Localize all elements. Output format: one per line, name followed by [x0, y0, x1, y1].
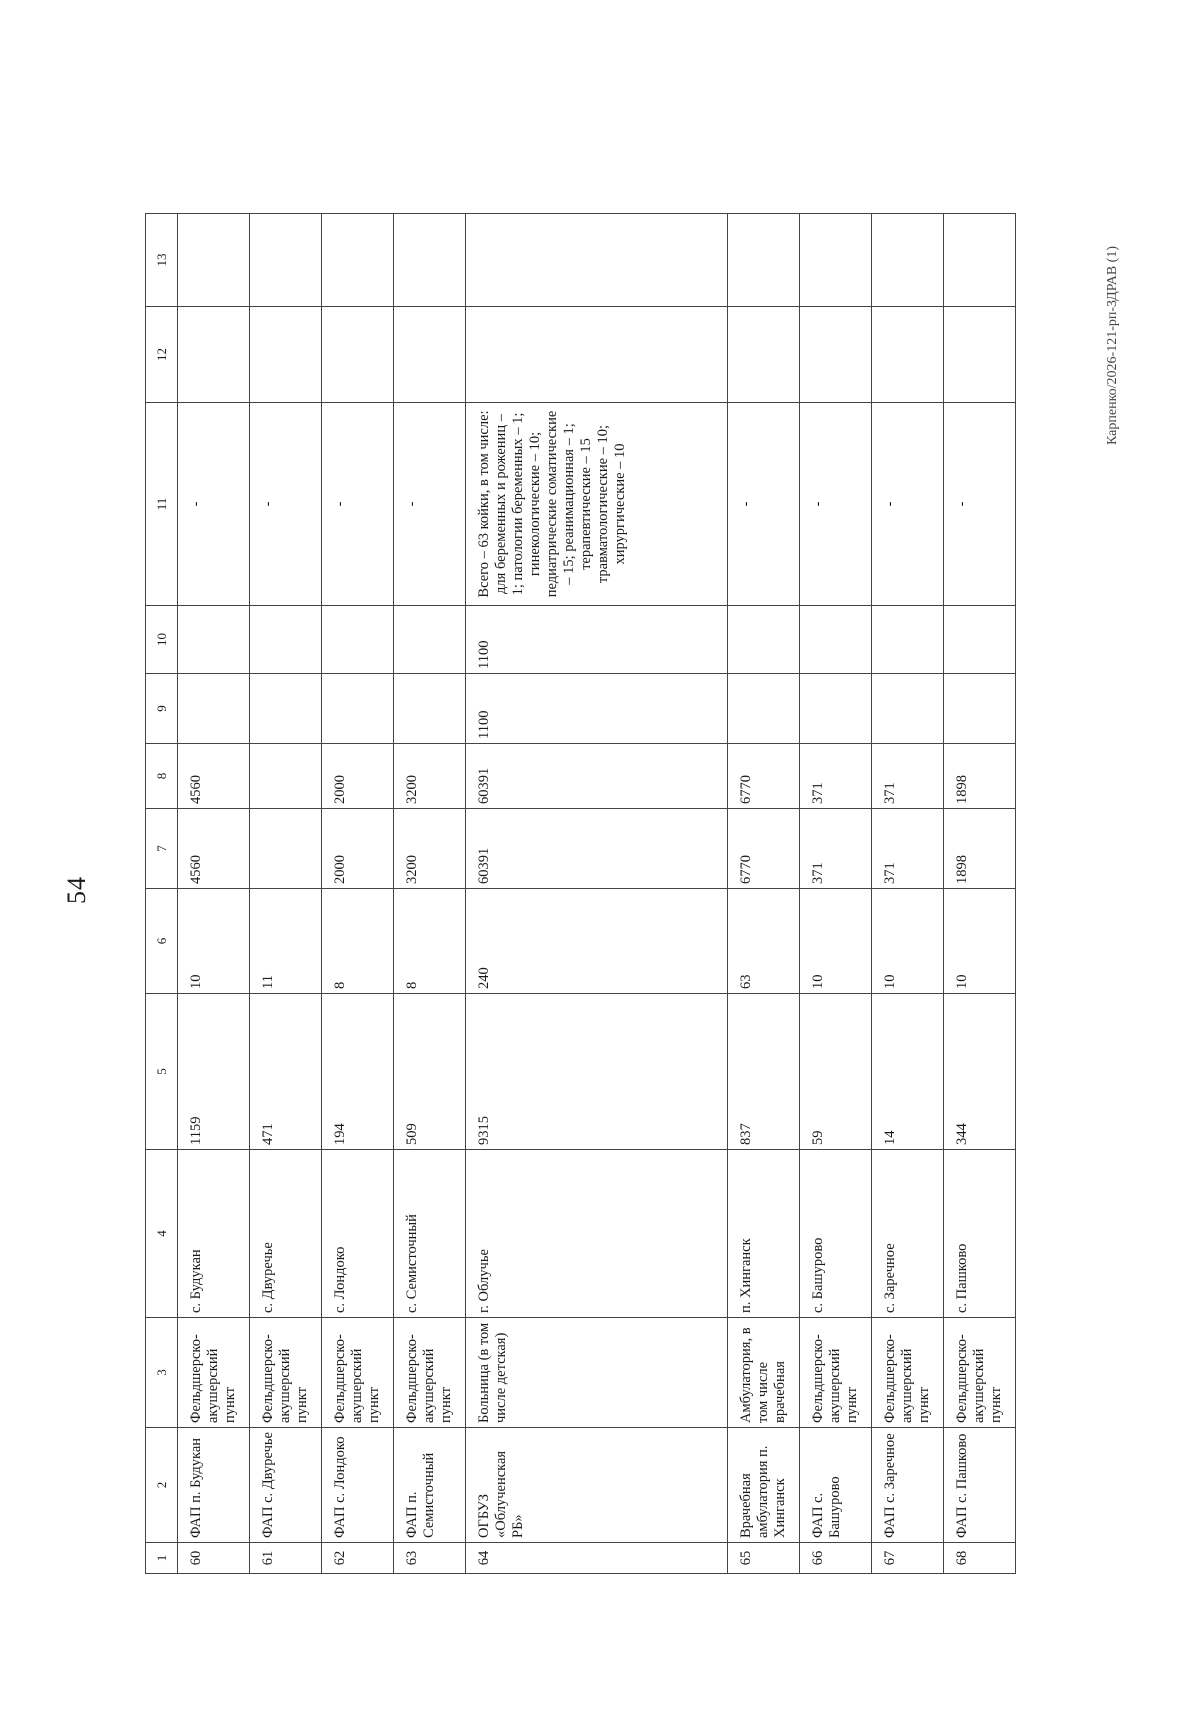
table-row	[466, 214, 728, 1574]
table-cell-col-10	[322, 606, 394, 674]
table-cell-col-13	[466, 214, 728, 307]
table-cell-col-4: с. Семисточный	[394, 1150, 466, 1318]
table-cell-col-4: с. Будукан	[178, 1150, 250, 1318]
table-cell-col-9	[800, 674, 872, 744]
document-footer-code: Карпенко/2026-121-рп-ЗДРАВ (1)	[1105, 245, 1120, 445]
table-row	[728, 214, 800, 1574]
column-header-12: 12	[146, 307, 178, 403]
column-header-1: 1	[146, 1543, 178, 1574]
table-row	[872, 214, 944, 1574]
table-cell-col-7: 60391	[466, 809, 728, 889]
table-cell-col-12	[250, 307, 322, 403]
table-cell-col-13	[800, 214, 872, 307]
table-cell-col-4: с. Двуречье	[250, 1150, 322, 1318]
table-cell-col-13	[872, 214, 944, 307]
column-header-2: 2	[146, 1428, 178, 1543]
table-cell-col-2: Врачебная амбулатория п. Хинганск	[728, 1428, 800, 1543]
table-cell-col-7	[250, 809, 322, 889]
table-cell-col-11: -	[800, 403, 872, 606]
table-cell-col-10	[178, 606, 250, 674]
table-cell-col-4: с. Пашково	[944, 1150, 1016, 1318]
table-cell-col-10	[944, 606, 1016, 674]
table-cell-col-9	[178, 674, 250, 744]
table-cell-col-10	[394, 606, 466, 674]
table-cell-col-1: 68	[944, 1543, 1016, 1574]
table-row	[394, 214, 466, 1574]
table-cell-col-3: Фельдшерско-акушерский пункт	[178, 1318, 250, 1428]
table-row	[250, 214, 322, 1574]
table-cell-col-11: -	[178, 403, 250, 606]
table-cell-col-6: 10	[178, 889, 250, 994]
table-cell-col-13	[944, 214, 1016, 307]
table-cell-col-8: 4560	[178, 744, 250, 809]
column-header-3: 3	[146, 1318, 178, 1428]
table-cell-col-1: 65	[728, 1543, 800, 1574]
table-cell-col-12	[466, 307, 728, 403]
table-cell-col-12	[322, 307, 394, 403]
table-cell-col-10	[800, 606, 872, 674]
table-cell-col-3: Фельдшерско-акушерский пункт	[872, 1318, 944, 1428]
table-cell-col-3: Фельдшерско-акушерский пункт	[394, 1318, 466, 1428]
table-cell-col-10	[728, 606, 800, 674]
table-cell-col-10: 1100	[466, 606, 728, 674]
table-cell-col-13	[728, 214, 800, 307]
table-cell-col-6: 63	[728, 889, 800, 994]
column-header-13: 13	[146, 214, 178, 307]
column-header-8: 8	[146, 744, 178, 809]
table-cell-col-5: 344	[944, 994, 1016, 1150]
column-header-9: 9	[146, 674, 178, 744]
column-header-5: 5	[146, 994, 178, 1150]
table-cell-col-7: 1898	[944, 809, 1016, 889]
table-cell-col-6: 240	[466, 889, 728, 994]
table-cell-col-6: 10	[872, 889, 944, 994]
table-cell-col-5: 14	[872, 994, 944, 1150]
table-cell-col-6: 10	[800, 889, 872, 994]
table-cell-col-1: 62	[322, 1543, 394, 1574]
table-cell-col-13	[322, 214, 394, 307]
table-cell-col-11: -	[322, 403, 394, 606]
table-cell-col-9	[872, 674, 944, 744]
table-cell-col-8: 371	[872, 744, 944, 809]
table-cell-col-7: 371	[800, 809, 872, 889]
table-row	[322, 214, 394, 1574]
table-cell-col-11: -	[872, 403, 944, 606]
table-cell-col-2: ФАП с. Пашково	[944, 1428, 1016, 1543]
table-cell-col-2: ФАП п. Семисточный	[394, 1428, 466, 1543]
table-cell-col-6: 11	[250, 889, 322, 994]
table-cell-col-8	[250, 744, 322, 809]
table-cell-col-7: 3200	[394, 809, 466, 889]
table-cell-col-5: 59	[800, 994, 872, 1150]
table-cell-col-3: Амбулатория, в том числе врачебная	[728, 1318, 800, 1428]
table-cell-col-12	[944, 307, 1016, 403]
table-cell-col-13	[250, 214, 322, 307]
table-cell-col-8: 6770	[728, 744, 800, 809]
table-cell-col-10	[250, 606, 322, 674]
table-cell-col-3: Фельдшерско-акушерский пункт	[944, 1318, 1016, 1428]
table-cell-col-7: 2000	[322, 809, 394, 889]
table-cell-col-9: 1100	[466, 674, 728, 744]
header-row	[146, 214, 178, 1574]
table-cell-col-1: 60	[178, 1543, 250, 1574]
table-cell-col-9	[322, 674, 394, 744]
table-cell-col-7: 371	[872, 809, 944, 889]
table-cell-col-5: 1159	[178, 994, 250, 1150]
table-cell-col-4: г. Облучье	[466, 1150, 728, 1318]
table-cell-col-5: 9315	[466, 994, 728, 1150]
table-cell-col-2: ФАП с. Башурово	[800, 1428, 872, 1543]
table-cell-col-1: 67	[872, 1543, 944, 1574]
column-header-11: 11	[146, 403, 178, 606]
table-cell-col-4: с. Заречное	[872, 1150, 944, 1318]
page-number: 54	[62, 876, 91, 904]
table-row	[178, 214, 250, 1574]
table-cell-col-11: -	[944, 403, 1016, 606]
table-cell-col-3: Больница (в том числе детская)	[466, 1318, 728, 1428]
table-cell-col-2: ОГБУЗ «Облученская РБ»	[466, 1428, 728, 1543]
table-cell-col-1: 63	[394, 1543, 466, 1574]
table-cell-col-7: 6770	[728, 809, 800, 889]
table-cell-col-12	[394, 307, 466, 403]
table-cell-col-5: 194	[322, 994, 394, 1150]
table-cell-col-1: 64	[466, 1543, 728, 1574]
table-row	[944, 214, 1016, 1574]
table-cell-col-4: с. Башурово	[800, 1150, 872, 1318]
table-cell-col-6: 10	[944, 889, 1016, 994]
table-header	[146, 214, 178, 1574]
table-cell-col-2: ФАП с. Двуречье	[250, 1428, 322, 1543]
table-cell-col-8: 371	[800, 744, 872, 809]
table-cell-col-8: 1898	[944, 744, 1016, 809]
table-cell-col-12	[728, 307, 800, 403]
column-header-7: 7	[146, 809, 178, 889]
table-cell-col-3: Фельдшерско-акушерский пункт	[800, 1318, 872, 1428]
table-cell-col-12	[872, 307, 944, 403]
table-cell-col-2: ФАП п. Будукан	[178, 1428, 250, 1543]
table-cell-col-3: Фельдшерско-акушерский пункт	[322, 1318, 394, 1428]
table-cell-col-8: 2000	[322, 744, 394, 809]
table-cell-col-9	[250, 674, 322, 744]
table-cell-col-13	[178, 214, 250, 307]
column-header-10: 10	[146, 606, 178, 674]
table-cell-col-5: 471	[250, 994, 322, 1150]
table-cell-col-9	[394, 674, 466, 744]
table-cell-col-1: 66	[800, 1543, 872, 1574]
table-cell-col-7: 4560	[178, 809, 250, 889]
table-cell-col-1: 61	[250, 1543, 322, 1574]
column-header-4: 4	[146, 1150, 178, 1318]
table-cell-col-8: 60391	[466, 744, 728, 809]
table-cell-col-2: ФАП с. Лондоко	[322, 1428, 394, 1543]
table-cell-col-12	[800, 307, 872, 403]
table-cell-col-11: Всего – 63 койки, в том числе: для беременных и рожениц – 1; патологии беременных – 1; гинекологические – 10; педиатрические соматические – 15; реанимационная – 1; терапевтические – 15 травматологические – 10; хирургические – 10	[466, 403, 728, 606]
table-cell-col-6: 8	[394, 889, 466, 994]
table-cell-col-5: 509	[394, 994, 466, 1150]
table-cell-col-4: с. Лондоко	[322, 1150, 394, 1318]
table-cell-col-9	[728, 674, 800, 744]
table-cell-col-13	[394, 214, 466, 307]
table-body	[178, 214, 1016, 1574]
table-cell-col-9	[944, 674, 1016, 744]
table-cell-col-6: 8	[322, 889, 394, 994]
table-cell-col-10	[872, 606, 944, 674]
facilities-table	[145, 213, 1016, 1574]
table-cell-col-11: -	[728, 403, 800, 606]
table-cell-col-11: -	[250, 403, 322, 606]
table-cell-col-3: Фельдшерско-акушерский пункт	[250, 1318, 322, 1428]
table-cell-col-4: п. Хинганск	[728, 1150, 800, 1318]
table-cell-col-12	[178, 307, 250, 403]
table-cell-col-2: ФАП с. Заречное	[872, 1428, 944, 1543]
table-cell-col-8: 3200	[394, 744, 466, 809]
table-cell-col-11: -	[394, 403, 466, 606]
table-cell-col-5: 837	[728, 994, 800, 1150]
table-row	[800, 214, 872, 1574]
column-header-6: 6	[146, 889, 178, 994]
